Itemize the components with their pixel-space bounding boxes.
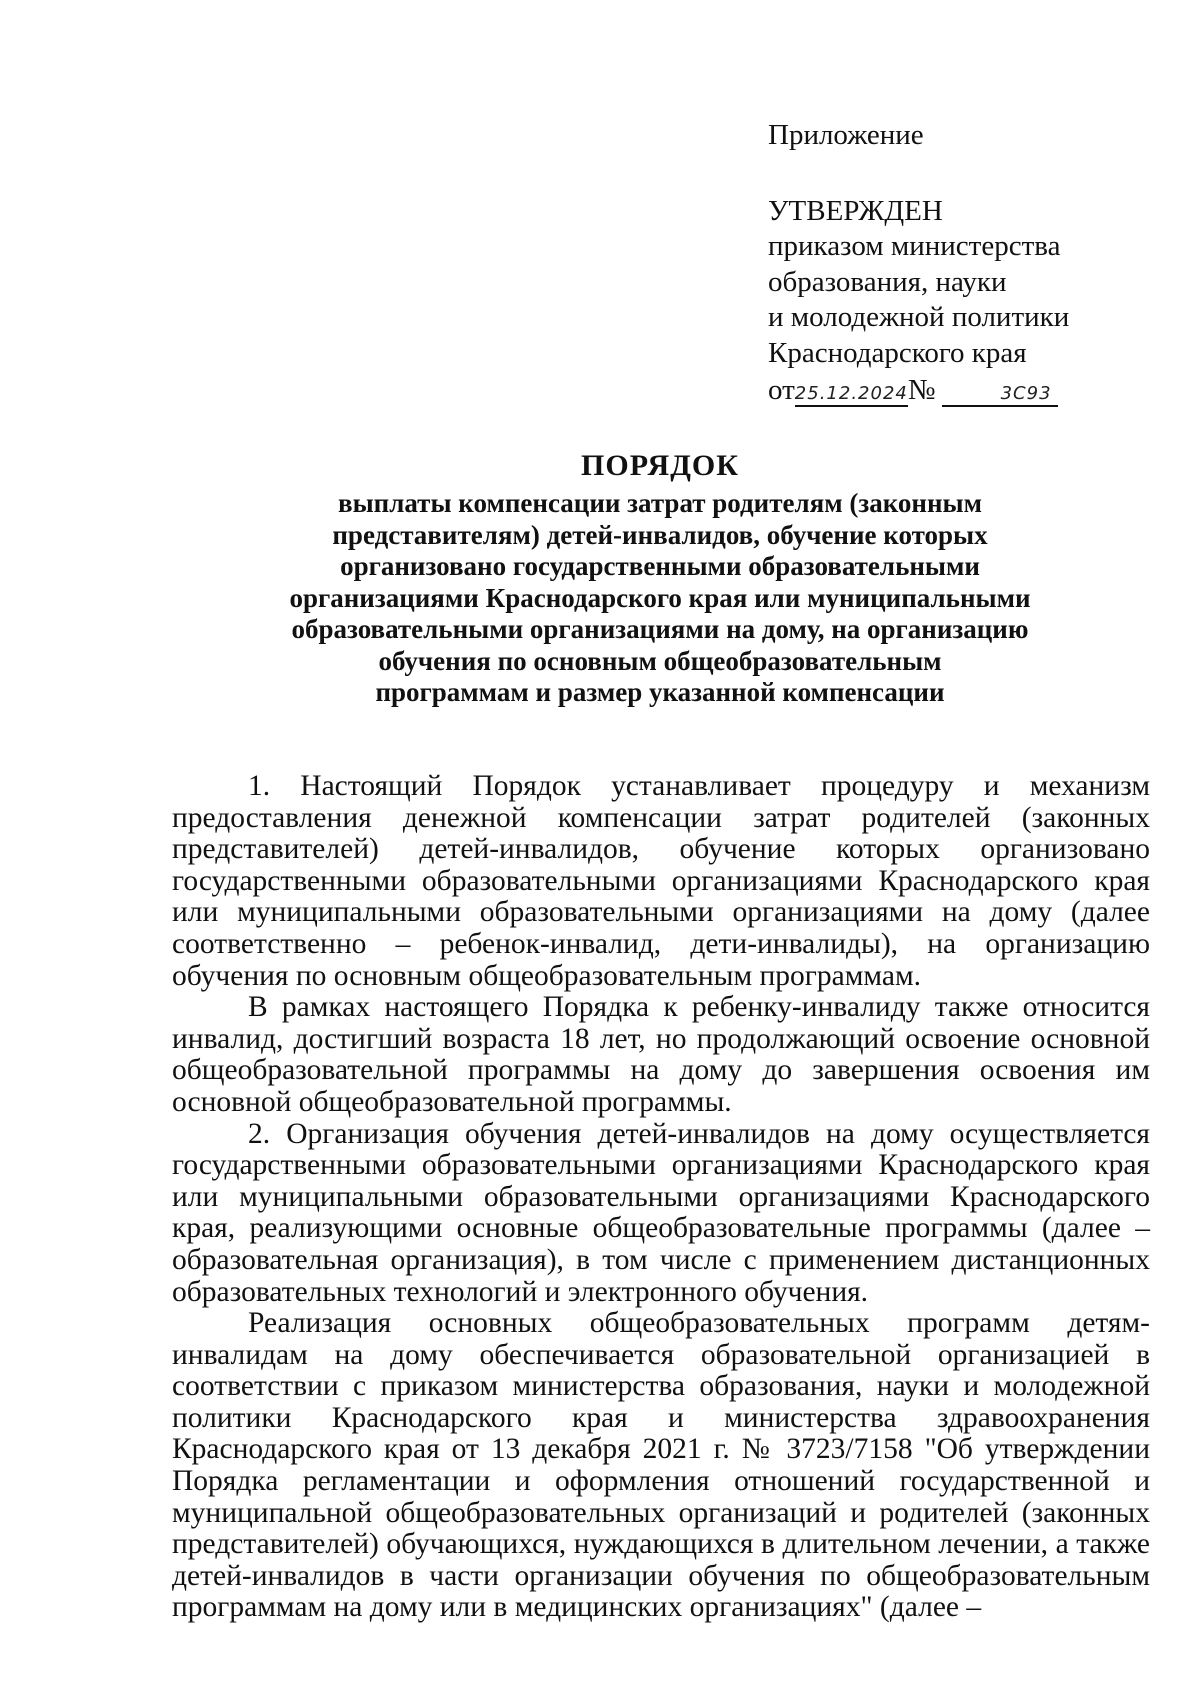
paragraph: 2. Организация обучения детей-инвалидов на дому осуществляется государственными образовательными организациями Краснодарского края или муниципальными образовательными организациями Краснодарского края, реализующими основные общеобразовательные программы (далее – образовательная организация), в том числе с применением дистанционных образовательных технологий и электронного обучения. <box>172 1117 1150 1308</box>
order-date-field <box>795 379 908 407</box>
appendix-label: Приложение <box>768 119 924 151</box>
paragraph: В рамках настоящего Порядка к ребенку-инвалиду также относится инвалид, достигший возраста 18 лет, но продолжающий освоение основной общеобразовательной программы на дому до завершения освоения им основной общеобразовательной программы. <box>172 991 1150 1118</box>
title-main: ПОРЯДОК <box>581 449 739 482</box>
paragraph: Реализация основных общеобразовательных программ детям-инвалидам на дому обеспечивается образовательной организацией в соответствии с приказом министерства образования, науки и молодежной политики Краснодарского края и министерства здравоохранения Краснодарского края от 13 декабря 2021 г. № 3723/7158 "Об утверждении Порядка регламентации и оформления отношений государственной и муниципальной общеобразовательных организаций и родителей (законных представителей) обучающихся, нуждающихся в длительном лечении, а также детей-инвалидов в части организации обучения по общеобразовательным программам на дому или в медицинских организациях" (далее – <box>172 1307 1150 1624</box>
document-body <box>172 771 1150 1624</box>
approved-label: УТВЕРЖДЕН <box>768 194 943 227</box>
order-number-handwritten: 3C93 <box>1000 383 1052 404</box>
paragraph: 1. Настоящий Порядок устанавливает процедуру и механизм предоставления денежной компенсации затрат родителей (законных представителей) детей-инвалидов, обучение которых организовано государственными образовательными организациями Краснодарского края или муниципальными образовательными организациями на дому (далее соответственно – ребенок-инвалид, дети-инвалиды), на организацию обучения по основным общеобразовательным программам. <box>172 770 1150 992</box>
subtitle-line: организациями Краснодарского края или муниципальными <box>289 582 1031 613</box>
document-title <box>160 448 1160 709</box>
date-prefix: от <box>768 374 795 406</box>
number-sign: № <box>907 374 936 406</box>
approval-block <box>768 118 1168 409</box>
order-number-field <box>942 379 1058 407</box>
approval-line: и молодежной политики <box>768 301 1070 333</box>
order-date-number-line <box>768 373 1168 409</box>
subtitle-line: выплаты компенсации затрат родителям (законным <box>338 488 982 518</box>
approval-line: Краснодарского края <box>768 336 1027 369</box>
approval-line: приказом министерства <box>768 230 1061 262</box>
subtitle-line: программам и размер указанной компенсации <box>375 677 945 707</box>
subtitle-line: обучения по основным общеобразовательным <box>378 645 942 676</box>
approval-line: образования, науки <box>768 265 1007 298</box>
subtitle-line: организовано государственными образовательными <box>340 551 980 581</box>
order-date-handwritten: 25.12.2024 <box>794 383 908 404</box>
subtitle-line: образовательными организациями на дому, на организацию <box>291 614 1029 644</box>
subtitle-line: представителям) детей-инвалидов, обучение которых <box>332 519 988 550</box>
title-subtitle <box>160 488 1160 709</box>
